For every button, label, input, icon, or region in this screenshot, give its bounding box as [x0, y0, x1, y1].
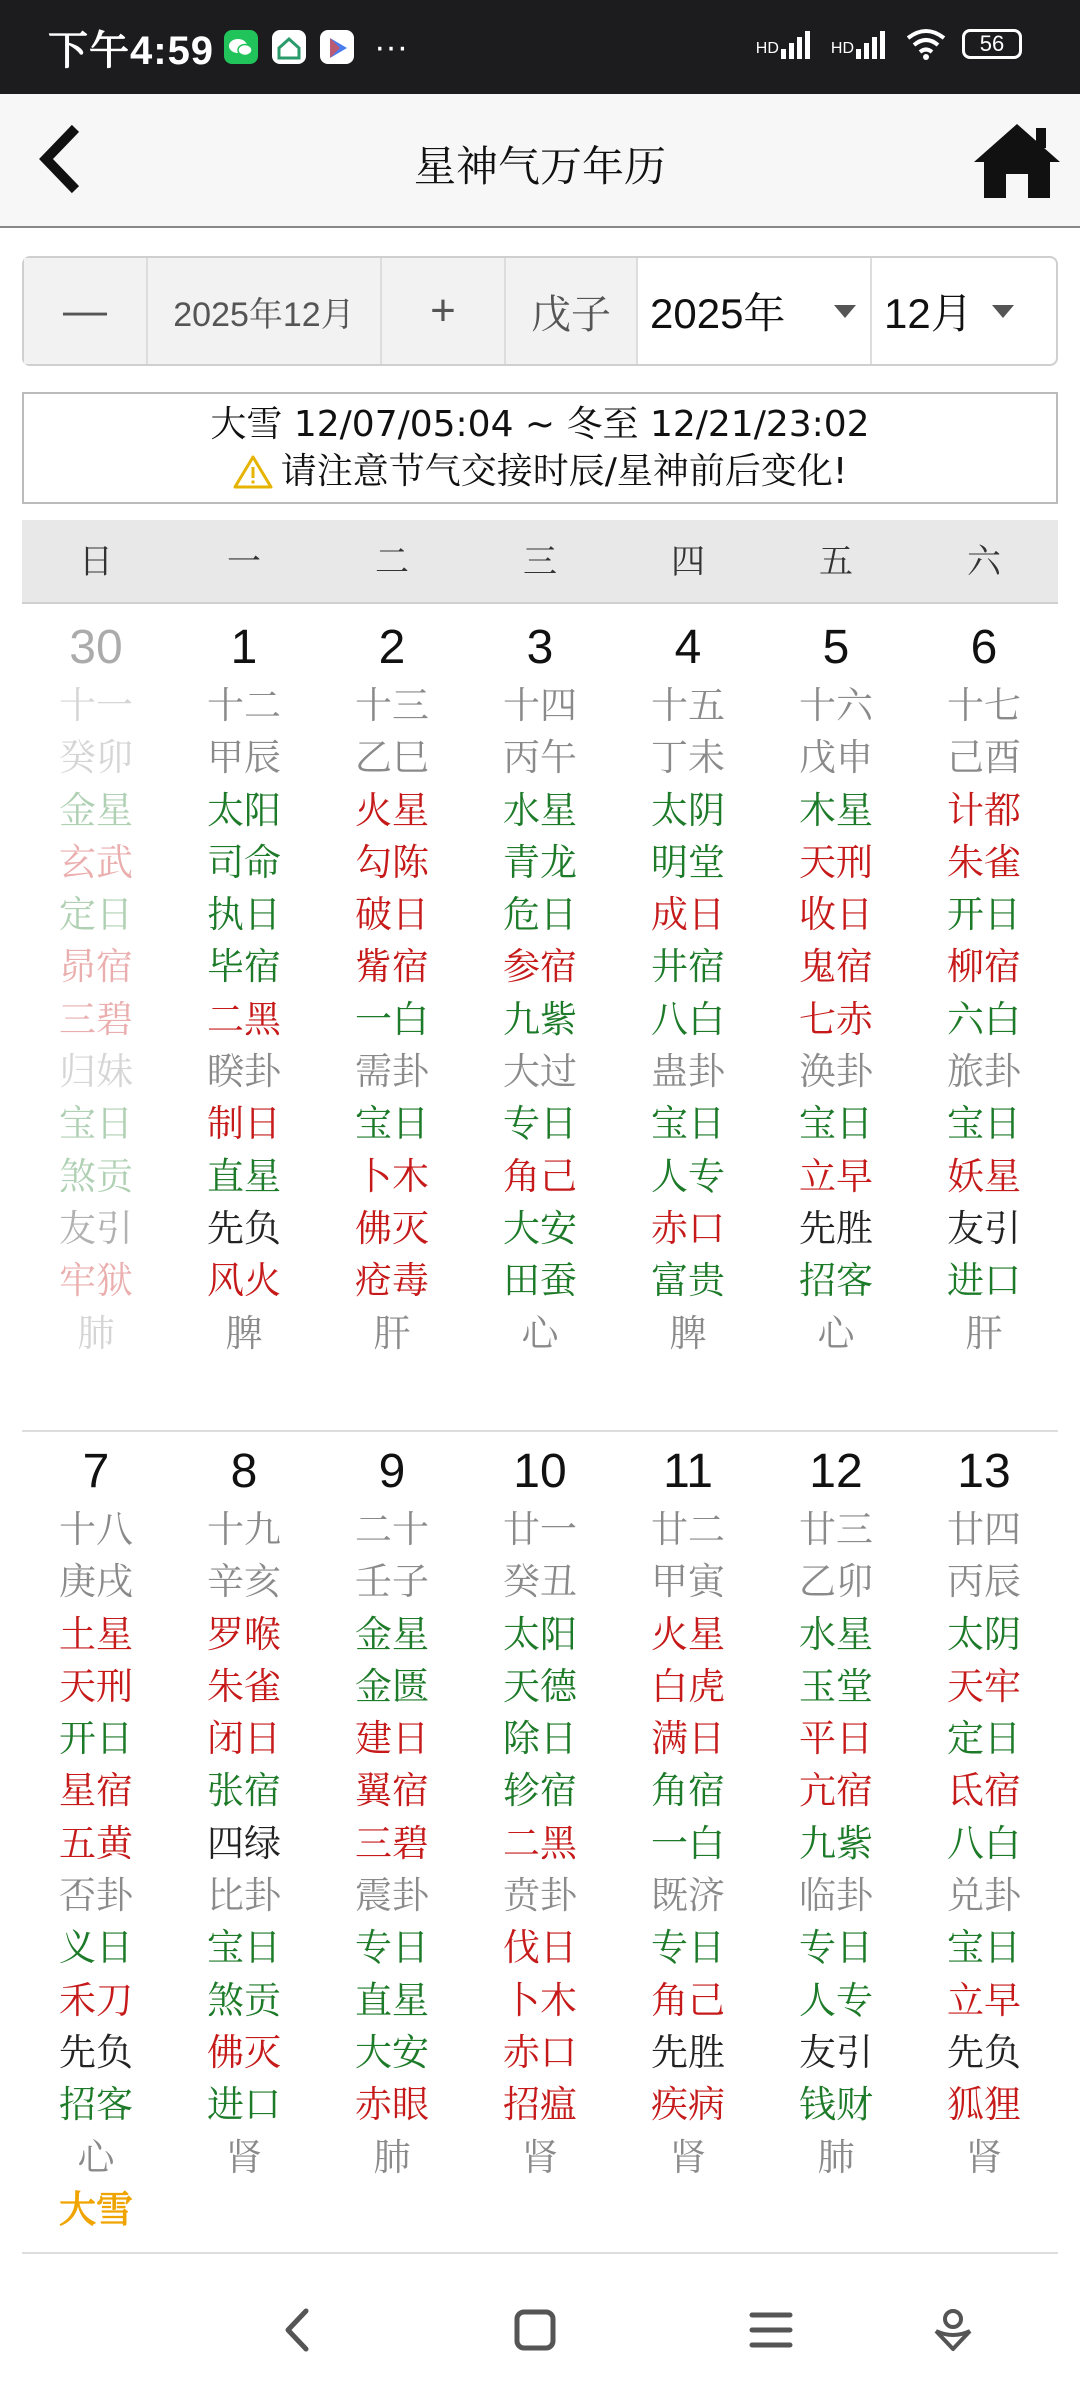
- day-info-line: 狐狸: [947, 2083, 1021, 2127]
- calendar-day-cell[interactable]: [22, 616, 170, 1360]
- day-info-line: 闭日: [207, 1717, 281, 1761]
- day-info-line: 金星: [59, 788, 133, 832]
- day-info-line: 临卦: [799, 1874, 873, 1918]
- day-info-line: 宝日: [651, 1102, 725, 1146]
- day-number: 6: [970, 621, 998, 674]
- calendar-day-cell[interactable]: [170, 1440, 318, 2236]
- day-info-line: 青龙: [503, 840, 577, 884]
- year-select[interactable]: [638, 258, 872, 364]
- month-select-value: 12月: [884, 290, 973, 337]
- day-info-line: 三碧: [59, 997, 133, 1041]
- day-info-line: 太阴: [947, 1612, 1021, 1656]
- day-info-line: 立早: [799, 1154, 873, 1198]
- day-info-line: 丙辰: [947, 1560, 1021, 1604]
- signal-2-icon: [831, 29, 890, 59]
- day-info-line: 煞贡: [207, 1978, 281, 2022]
- day-info-line: 禾刀: [59, 1978, 133, 2022]
- day-info-line: 直星: [207, 1154, 281, 1198]
- day-number: 12: [809, 1445, 863, 1498]
- day-info-line: 翼宿: [355, 1769, 429, 1813]
- day-info-line: 十七: [947, 684, 1021, 727]
- day-info-line: 庚戌: [59, 1560, 133, 1604]
- day-info-line: 癸丑: [503, 1560, 577, 1604]
- day-info-line: 赤口: [503, 2030, 577, 2074]
- day-info-line: 天刑: [59, 1664, 133, 1708]
- day-info-line: 开日: [59, 1717, 133, 1761]
- day-info-line: 满日: [651, 1717, 725, 1761]
- calendar-week-1: [22, 616, 1058, 1360]
- day-info-line: 白虎: [651, 1664, 725, 1708]
- day-info-line: 卜木: [503, 1978, 577, 2022]
- day-info-line: 鬼宿: [799, 945, 873, 989]
- day-info-line: 涣卦: [799, 1050, 873, 1094]
- day-info-line: 专日: [355, 1926, 429, 1970]
- day-info-line: 先负: [207, 1206, 281, 1250]
- day-info-line: 金匮: [355, 1664, 429, 1708]
- day-info-line: 戊申: [799, 736, 873, 780]
- day-number: 30: [69, 621, 123, 674]
- day-info-line: 角宿: [651, 1769, 725, 1813]
- day-info-line: 进口: [207, 2083, 281, 2127]
- day-info-line: 佛灭: [355, 1206, 429, 1250]
- weekday-sat: 六: [967, 542, 1001, 582]
- day-info-line: 癸卯: [59, 736, 133, 780]
- day-info-line: 玄武: [59, 840, 133, 884]
- chevron-down-icon: [992, 305, 1014, 318]
- day-info-line: 天德: [503, 1664, 577, 1708]
- day-info-line: 己酉: [947, 736, 1021, 780]
- day-info-line: 十三: [355, 684, 429, 727]
- day-info-line: 十一: [59, 684, 133, 727]
- calendar-week-2: [22, 1440, 1058, 2236]
- day-info-line: 大过: [503, 1050, 577, 1094]
- weekday-fri: 五: [819, 542, 853, 582]
- day-info-line: 肺: [77, 1311, 115, 1355]
- day-info-line: 赤口: [651, 1206, 725, 1250]
- month-select[interactable]: [872, 258, 1028, 364]
- day-info-line: 宝日: [947, 1926, 1021, 1970]
- day-info-line: 风火: [207, 1259, 281, 1303]
- month-controls: [22, 256, 1058, 366]
- nav-home-icon[interactable]: [508, 2303, 562, 2357]
- day-info-line: 土星: [59, 1612, 133, 1656]
- day-info-line: 佛灭: [207, 2030, 281, 2074]
- weekday-tue: 二: [375, 542, 409, 582]
- day-info-line: 氐宿: [947, 1769, 1021, 1813]
- day-info-line: 张宿: [207, 1769, 281, 1813]
- day-info-line: 参宿: [503, 945, 577, 989]
- day-info-line: 招客: [799, 1259, 873, 1303]
- day-info-line: 廿三: [799, 1508, 873, 1551]
- next-month-button[interactable]: +: [382, 258, 506, 364]
- day-info-line: 乙巳: [355, 736, 429, 780]
- day-number: 8: [230, 1445, 258, 1498]
- calendar-day-cell[interactable]: [762, 616, 910, 1360]
- calendar-day-cell[interactable]: [614, 1440, 762, 2236]
- day-info-line: 招客: [59, 2083, 133, 2127]
- more-notifications-icon: ···: [374, 27, 409, 66]
- page-title: 星神气万年历: [413, 142, 666, 191]
- wifi-icon: [906, 28, 946, 60]
- day-info-line: 二十: [355, 1508, 429, 1551]
- day-info-line: 蛊卦: [651, 1050, 725, 1094]
- day-info-line: 除日: [503, 1717, 577, 1761]
- day-info-line: 朱雀: [947, 840, 1021, 884]
- day-info-line: 太阳: [503, 1612, 577, 1656]
- day-info-line: 立早: [947, 1978, 1021, 2022]
- day-info-line: 宝日: [207, 1926, 281, 1970]
- day-info-line: 人专: [799, 1978, 873, 2022]
- day-info-line: 丁未: [651, 736, 725, 780]
- day-info-line: 六白: [947, 997, 1021, 1041]
- day-info-line: 七赤: [799, 997, 873, 1041]
- home-app-icon: [272, 30, 306, 64]
- day-info-line: 火星: [355, 788, 429, 832]
- day-info-line: 壬子: [355, 1560, 429, 1604]
- day-info-line: 肾: [965, 2135, 1003, 2179]
- day-info-line: 破日: [355, 893, 429, 937]
- day-info-line: 肝: [965, 1311, 1003, 1355]
- day-info-line: 归妹: [59, 1050, 133, 1094]
- day-info-line: 角己: [503, 1154, 577, 1198]
- day-info-line: 司命: [207, 840, 281, 884]
- day-info-line: 廿一: [503, 1508, 577, 1551]
- day-info-line: 友引: [59, 1206, 133, 1250]
- day-info-line: 肾: [521, 2135, 559, 2179]
- play-store-icon: [320, 30, 354, 64]
- day-info-line: 心: [521, 1311, 559, 1355]
- day-number: 10: [513, 1445, 567, 1498]
- day-number: 4: [674, 621, 702, 674]
- day-number: 1: [230, 621, 258, 674]
- day-info-line: 煞贡: [59, 1154, 133, 1198]
- day-info-line: 钱财: [799, 2083, 873, 2127]
- day-info-line: 睽卦: [207, 1050, 281, 1094]
- weekday-thu: 四: [671, 542, 705, 582]
- day-number: 11: [663, 1445, 713, 1498]
- calendar-day-cell[interactable]: [22, 1440, 170, 2236]
- day-info-line: 亢宿: [799, 1769, 873, 1813]
- day-info-line: 玉堂: [799, 1664, 873, 1708]
- day-info-line: 直星: [355, 1978, 429, 2022]
- day-info-line: 宝日: [59, 1102, 133, 1146]
- day-info-line: 十二: [207, 684, 281, 727]
- day-info-line: 否卦: [59, 1874, 133, 1918]
- system-nav-bar: [0, 2255, 1080, 2400]
- day-info-line: 火星: [651, 1612, 725, 1656]
- weekday-sun: 日: [79, 542, 113, 582]
- day-info-line: 太阳: [207, 788, 281, 832]
- day-info-line: 收日: [799, 893, 873, 937]
- day-info-line: 觜宿: [355, 945, 429, 989]
- day-info-line: 牢狱: [59, 1259, 133, 1303]
- day-info-line: 心: [817, 1311, 855, 1355]
- day-info-line: 金星: [355, 1612, 429, 1656]
- day-info-line: 大雪: [59, 2187, 133, 2231]
- day-info-line: 木星: [799, 788, 873, 832]
- day-info-line: 肾: [225, 2135, 263, 2179]
- solar-term-notice: [22, 392, 1058, 504]
- day-info-line: 十六: [799, 684, 873, 727]
- day-info-line: 井宿: [651, 945, 725, 989]
- day-info-line: 肾: [669, 2135, 707, 2179]
- day-info-line: 计都: [947, 788, 1021, 832]
- day-info-line: 甲寅: [651, 1560, 725, 1604]
- day-info-line: 需卦: [355, 1050, 429, 1094]
- day-info-line: 大安: [355, 2030, 429, 2074]
- nav-assistant-icon[interactable]: [926, 2303, 980, 2357]
- calendar-day-cell[interactable]: [910, 616, 1058, 1360]
- day-info-line: 昴宿: [59, 945, 133, 989]
- day-info-line: 丙午: [503, 736, 577, 780]
- day-info-line: 先负: [947, 2030, 1021, 2074]
- week-divider: [22, 2252, 1058, 2254]
- day-info-line: 九紫: [503, 997, 577, 1041]
- day-info-line: 田蚕: [503, 1259, 577, 1303]
- day-info-line: 友引: [947, 1206, 1021, 1250]
- nav-menu-icon[interactable]: [744, 2303, 798, 2357]
- day-info-line: 四绿: [207, 1821, 281, 1865]
- day-info-line: 朱雀: [207, 1664, 281, 1708]
- day-info-line: 人专: [651, 1154, 725, 1198]
- day-info-line: 执日: [207, 893, 281, 937]
- day-info-line: 先负: [59, 2030, 133, 2074]
- notice-warning-row: [24, 448, 1056, 496]
- day-info-line: 肺: [817, 2135, 855, 2179]
- signal-1-icon: [756, 29, 815, 59]
- day-info-line: 宝日: [355, 1102, 429, 1146]
- day-number: 7: [82, 1445, 110, 1498]
- day-number: 5: [822, 621, 850, 674]
- calendar-day-cell[interactable]: [318, 616, 466, 1360]
- calendar-day-cell[interactable]: [318, 1440, 466, 2236]
- day-info-line: 三碧: [355, 1821, 429, 1865]
- day-info-line: 富贵: [651, 1259, 725, 1303]
- status-time: 下午4:59: [48, 28, 215, 73]
- day-info-line: 二黑: [207, 997, 281, 1041]
- calendar-day-cell[interactable]: [910, 1440, 1058, 2236]
- day-info-line: 脾: [225, 1311, 263, 1355]
- day-info-line: 建日: [355, 1717, 429, 1761]
- status-bar: [0, 0, 1080, 94]
- home-icon[interactable]: [972, 120, 1062, 200]
- day-info-line: 开日: [947, 893, 1021, 937]
- day-info-line: 十四: [503, 684, 577, 727]
- day-info-line: 专日: [503, 1102, 577, 1146]
- day-info-line: 罗喉: [207, 1612, 281, 1656]
- hd-label-1: HD: [755, 40, 779, 57]
- calendar-day-cell[interactable]: [170, 616, 318, 1360]
- calendar-day-cell[interactable]: [614, 616, 762, 1360]
- day-info-line: 天刑: [799, 840, 873, 884]
- day-info-line: 妖星: [947, 1154, 1021, 1198]
- day-info-line: 二黑: [503, 1821, 577, 1865]
- day-info-line: 天牢: [947, 1664, 1021, 1708]
- day-info-line: 甲辰: [207, 736, 281, 780]
- day-number: 2: [378, 621, 406, 674]
- weekday-wed: 三: [523, 542, 557, 582]
- day-number: 3: [526, 621, 554, 674]
- day-info-line: 制日: [207, 1102, 281, 1146]
- day-info-line: 轸宿: [503, 1769, 577, 1813]
- day-info-line: 危日: [503, 893, 577, 937]
- battery-indicator: 56: [962, 29, 1022, 59]
- day-info-line: 平日: [799, 1717, 873, 1761]
- day-info-line: 乙卯: [799, 1560, 873, 1604]
- day-info-line: 疾病: [651, 2083, 725, 2127]
- day-info-line: 义日: [59, 1926, 133, 1970]
- day-number: 9: [378, 1445, 406, 1498]
- day-info-line: 震卦: [355, 1874, 429, 1918]
- day-info-line: 肺: [373, 2135, 411, 2179]
- nav-back-icon[interactable]: [272, 2303, 326, 2357]
- day-info-line: 定日: [947, 1717, 1021, 1761]
- day-number: 13: [957, 1445, 1011, 1498]
- weekday-mon: 一: [227, 542, 261, 582]
- warning-icon: [233, 454, 273, 490]
- day-info-line: 太阴: [651, 788, 725, 832]
- day-info-line: 廿二: [651, 1508, 725, 1551]
- day-info-line: 专日: [799, 1926, 873, 1970]
- app-header: [0, 94, 1080, 228]
- day-info-line: 比卦: [207, 1874, 281, 1918]
- day-info-line: 勾陈: [355, 840, 429, 884]
- day-info-line: 肝: [373, 1311, 411, 1355]
- day-info-line: 进口: [947, 1259, 1021, 1303]
- calendar-day-cell[interactable]: [762, 1440, 910, 2236]
- day-info-line: 柳宿: [947, 945, 1021, 989]
- day-info-line: 水星: [503, 788, 577, 832]
- day-info-line: 专日: [651, 1926, 725, 1970]
- day-info-line: 一白: [651, 1821, 725, 1865]
- day-info-line: 五黄: [59, 1821, 133, 1865]
- day-info-line: 先胜: [651, 2030, 725, 2074]
- calendar-day-cell[interactable]: [466, 616, 614, 1360]
- day-info-line: 十八: [59, 1508, 133, 1551]
- notice-warning-text: 请注意节气交接时辰/星神前后变化!: [280, 451, 848, 492]
- calendar-day-cell[interactable]: [466, 1440, 614, 2236]
- day-info-line: 水星: [799, 1612, 873, 1656]
- week-divider: [22, 1430, 1058, 1432]
- day-info-line: 星宿: [59, 1769, 133, 1813]
- wechat-icon: [224, 30, 258, 64]
- day-info-line: 既济: [651, 1874, 725, 1918]
- day-info-line: 定日: [59, 893, 133, 937]
- day-info-line: 廿四: [947, 1508, 1021, 1551]
- day-info-line: 伐日: [503, 1926, 577, 1970]
- day-info-line: 一白: [355, 997, 429, 1041]
- day-info-line: 角己: [651, 1978, 725, 2022]
- day-info-line: 疮毒: [355, 1259, 429, 1303]
- chevron-down-icon: [834, 305, 856, 318]
- day-info-line: 十九: [207, 1508, 281, 1551]
- day-info-line: 宝日: [947, 1102, 1021, 1146]
- day-info-line: 明堂: [651, 840, 725, 884]
- day-info-line: 宝日: [799, 1102, 873, 1146]
- day-info-line: 大安: [503, 1206, 577, 1250]
- day-info-line: 脾: [669, 1311, 707, 1355]
- day-info-line: 先胜: [799, 1206, 873, 1250]
- day-info-line: 兑卦: [947, 1874, 1021, 1918]
- day-info-line: 辛亥: [207, 1560, 281, 1604]
- current-month-label: 2025年12月: [148, 258, 382, 364]
- day-info-line: 招瘟: [503, 2083, 577, 2127]
- day-info-line: 成日: [651, 893, 725, 937]
- day-info-line: 赤眼: [355, 2083, 429, 2127]
- day-info-line: 心: [77, 2135, 115, 2179]
- day-info-line: 十五: [651, 684, 725, 727]
- weekday-header: [22, 520, 1058, 604]
- day-info-line: 旅卦: [947, 1050, 1021, 1094]
- day-info-line: 友引: [799, 2030, 873, 2074]
- day-info-line: 贲卦: [503, 1874, 577, 1918]
- hd-label-2: HD: [830, 40, 854, 57]
- day-info-line: 八白: [947, 1821, 1021, 1865]
- solar-term-range: 大雪 12/07/05:04 ~ 冬至 12/21/23:02: [210, 404, 870, 445]
- day-info-line: 卜木: [355, 1154, 429, 1198]
- day-info-line: 九紫: [799, 1821, 873, 1865]
- year-select-value: 2025年: [650, 290, 786, 337]
- day-info-line: 毕宿: [207, 945, 281, 989]
- month-ganzhi-label: 戊子: [506, 258, 638, 364]
- day-info-line: 八白: [651, 997, 725, 1041]
- prev-month-button[interactable]: —: [24, 258, 148, 364]
